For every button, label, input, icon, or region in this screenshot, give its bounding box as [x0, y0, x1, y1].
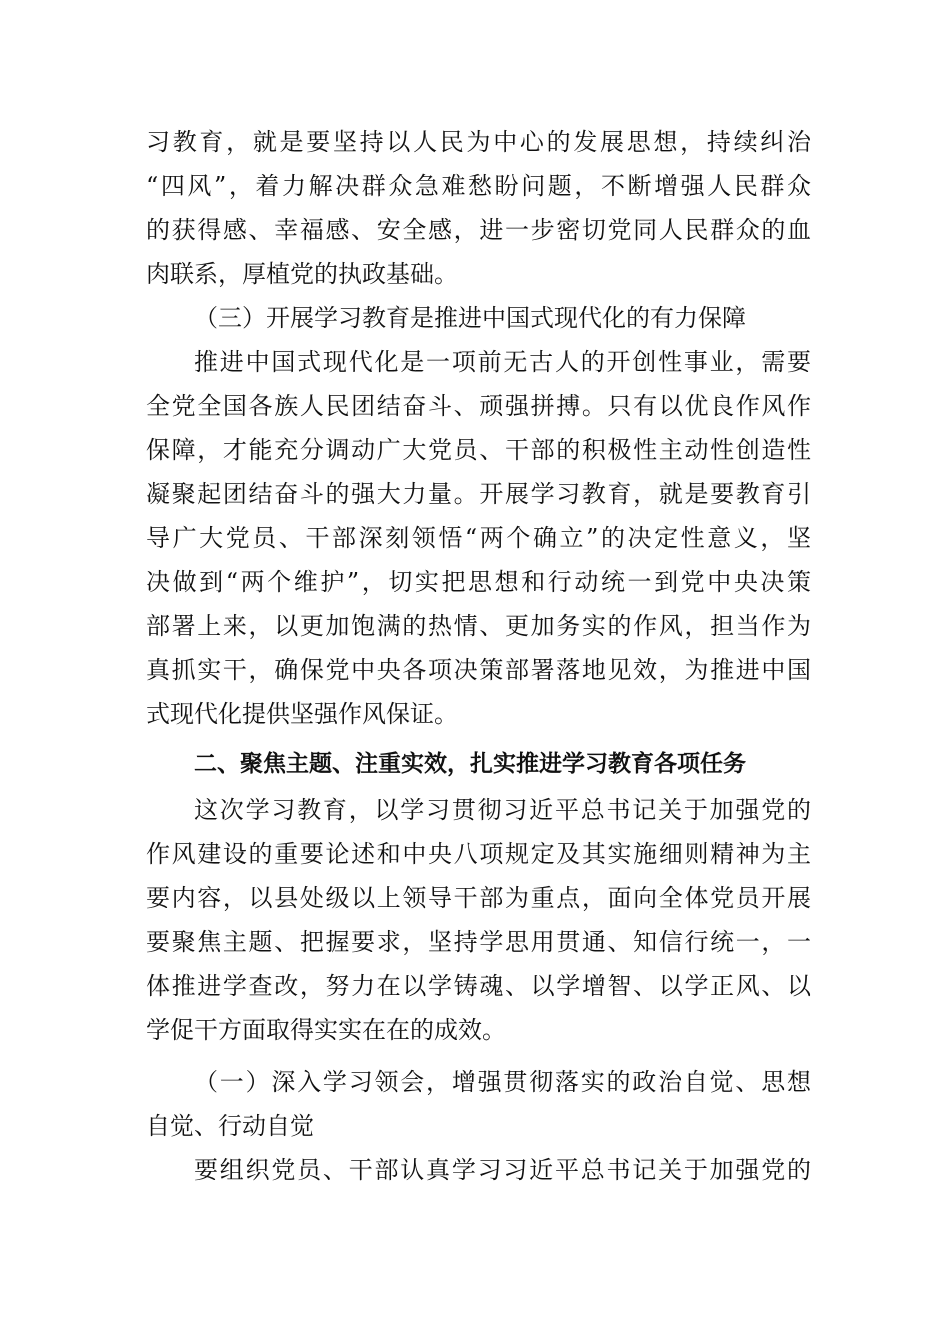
paragraph-line: 决做到“两个维护”，切实把思想和行动统一到党中央决策: [146, 568, 811, 596]
paragraph-line: 要内容，以县处级以上领导干部为重点，面向全体党员开展: [146, 884, 811, 912]
paragraph-line: 凝聚起团结奋斗的强大力量。开展学习教育，就是要教育引: [146, 480, 811, 508]
section-heading-2: 二、聚焦主题、注重实效，扎实推进学习教育各项任务: [194, 751, 746, 777]
paragraph-line: 保障，才能充分调动广大党员、干部的积极性主动性创造性: [146, 436, 811, 464]
subsection-heading-1-cont: 自觉、行动自觉: [146, 1112, 314, 1140]
paragraph-line: 体推进学查改，努力在以学铸魂、以学增智、以学正风、以: [146, 972, 811, 1000]
paragraph-line: 肉联系，厚植党的执政基础。: [146, 260, 458, 288]
paragraph-line: 部署上来，以更加饱满的热情、更加务实的作风，担当作为: [146, 612, 811, 640]
paragraph-line: “四风”，着力解决群众急难愁盼问题，不断增强人民群众: [146, 172, 811, 200]
paragraph-line: 真抓实干，确保党中央各项决策部署落地见效，为推进中国: [146, 656, 811, 684]
paragraph-line: 导广大党员、干部深刻领悟“两个确立”的决定性意义，坚: [146, 524, 811, 552]
paragraph-line: 学促干方面取得实实在在的成效。: [146, 1016, 506, 1044]
paragraph-line: 的获得感、幸福感、安全感，进一步密切党同人民群众的血: [146, 216, 811, 244]
paragraph-line: 习教育，就是要坚持以人民为中心的发展思想，持续纠治: [146, 128, 811, 156]
subsection-heading-1: （一）深入学习领会，增强贯彻落实的政治自觉、思想: [194, 1068, 811, 1096]
paragraph-line: 要聚焦主题、把握要求，坚持学思用贯通、知信行统一，一: [146, 928, 811, 956]
paragraph-line: 这次学习教育，以学习贯彻习近平总书记关于加强党的: [194, 796, 811, 824]
section-heading-3: （三）开展学习教育是推进中国式现代化的有力保障: [194, 304, 746, 332]
paragraph-line: 作风建设的重要论述和中央八项规定及其实施细则精神为主: [146, 840, 811, 868]
paragraph-line: 全党全国各族人民团结奋斗、顽强拼搏。只有以优良作风作: [146, 392, 811, 420]
paragraph-line: 推进中国式现代化是一项前无古人的开创性事业，需要: [194, 348, 811, 376]
paragraph-line: 式现代化提供坚强作风保证。: [146, 700, 458, 728]
paragraph-line: 要组织党员、干部认真学习习近平总书记关于加强党的: [194, 1156, 811, 1184]
